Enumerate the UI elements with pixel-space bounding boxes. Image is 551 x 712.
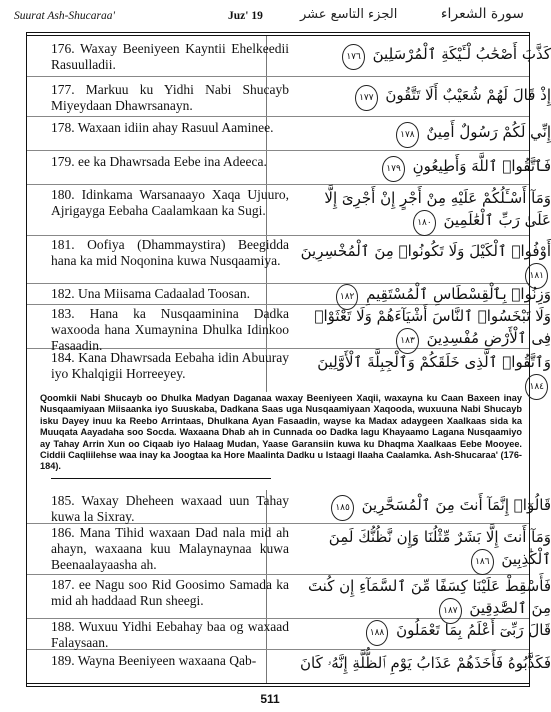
verse-number-marker: ١٨٠ xyxy=(413,210,436,236)
verse-arabic xyxy=(299,494,551,521)
arabic-text: أَوْفُوا۟ ٱلْكَيْلَ وَلَا تَكُونُوا۟ مِنَ ٱلْمُخْسِرِينَ xyxy=(300,242,551,260)
frame-top-rule xyxy=(26,32,530,33)
commentary-paragraph: Qoomkii Nabi Shucayb oo Dhulka Madyan Daganaa waxay Beeniyeen Xaqii, waxayna ku Caan Baxeen inay Nusqaamiyaan Miisaanka iyo Suuskaba, Dadkana Saas uga Nusqaamiyaan Xaqooda, wuxuuna Nabi Shucayb isku Dayey inuu ka Reebo Arrintaas, Dhulkana Ayan Fasaadin, wayse ka Madax adaygeen Xaalkaas sida ka Muuqata Aayadaha soo Socda. Waxaana Dhab ah in Cunnada oo Dadka lagu Khayaamo Lagana Nusqaamiyo ay Tahay Arrin Xun oo Ciqaab iyo Halaag Mudan, Yaase Garansiin kuwa ku Dhaqma Xaalkaas Eebe Mooyee. Ciddii Caqliilehse waa inay ka Joogtaa ka Hore Maalinta Dadku u Istaagi Ilaaha Caalamka. Ash-Shucaraa' (176-184). xyxy=(40,393,522,472)
verse-row xyxy=(27,36,551,77)
surah-title: Suurat Ash-Shucaraa' xyxy=(14,10,115,22)
verse-translation: 181. Oofiya (Dhammaystira) Beegidda hana ka mid Noqonina kuwa Nusqaamiya. xyxy=(51,237,289,268)
verse-number-marker: ١٧٧ xyxy=(355,85,378,111)
page-header xyxy=(10,4,530,30)
arabic-text: قَالَ رَبِّىٓ أَعْلَمُ بِمَا تَعْمَلُونَ xyxy=(396,621,551,639)
verse-number-marker: ١٧٨ xyxy=(396,122,419,148)
verse-arabic xyxy=(299,121,551,148)
verse-row xyxy=(27,305,551,353)
verse-translation: 185. Waxay Dheheen waxaad uun Tahay kuwa la Sixray. xyxy=(51,493,289,524)
verse-arabic xyxy=(299,305,551,354)
verse-number-marker: ١٨٨ xyxy=(366,620,389,646)
juz-arabic-label: الجزء التاسع عشر xyxy=(300,7,398,22)
verse-row xyxy=(27,490,551,524)
verse-translation: 188. Wuxuu Yidhi Eebahay baa og waxaad Falaysaan. xyxy=(51,619,289,650)
verse-translation: 182. Una Miisama Cadaalad Toosan. xyxy=(51,286,251,301)
verse-number-marker: ١٨٧ xyxy=(439,598,462,624)
arabic-text: وَمَآ أَسْـَٔلُكُمْ عَلَيْهِ مِنْ أَجْرٍ إِنْ أَجْرِىَ إِلَّا عَلَىٰ رَبِّ ٱلْعَٰلَمِينَ xyxy=(324,189,551,229)
verse-arabic xyxy=(299,43,551,70)
verse-arabic xyxy=(299,187,551,236)
verse-row xyxy=(27,77,551,117)
arabic-text: فَأَسْقِطْ عَلَيْنَا كِسَفًا مِّنَ ٱلسَّمَآءِ إِن كُنتَ مِنَ ٱلصَّٰدِقِينَ xyxy=(307,577,551,617)
verse-row xyxy=(27,349,551,392)
arabic-text: وَلَا تَبْخَسُوا۟ ٱلنَّاسَ أَشْيَآءَهُمْ وَلَا تَعْثَوْا۟ فِى ٱلْأَرْضِ مُفْسِدِينَ xyxy=(314,307,551,347)
verse-number-marker: ١٨٣ xyxy=(396,328,419,354)
frame-bottom-rule-inner xyxy=(26,686,530,687)
arabic-text: وَزِنُوا۟ بِٱلْقِسْطَاسِ ٱلْمُسْتَقِيمِ xyxy=(366,285,551,303)
verse-number-marker: ١٧٦ xyxy=(342,44,365,70)
arabic-text: فَٱتَّقُوا۟ ٱللَّهَ وَأَطِيعُونِ xyxy=(412,157,551,175)
verse-arabic xyxy=(299,84,551,111)
verse-translation: 177. Markuu ku Yidhi Nabi Shucayb Miyeydaan Dhawrsanayn. xyxy=(51,82,289,113)
arabic-text: قَالُوٓا۟ إِنَّمَآ أَنتَ مِنَ ٱلْمُسَحَّرِينَ xyxy=(361,496,551,514)
verse-translation: 187. ee Nagu soo Rid Goosimo Samada ka mid ah haddaad Run sheegi. xyxy=(51,577,289,608)
verse-number-marker: ١٨٢ xyxy=(336,284,359,310)
verse-translation: 183. Hana ka Nusqaaminina Dadka waxooda hana Xumaynina Dhulka Idinkoo Fasaadin. xyxy=(51,306,289,353)
verse-arabic xyxy=(299,619,551,646)
verse-translation: 180. Idinkama Warsanaayo Xaqa Ujuuro, Ajrigayga Eebaha Caalamkaan ka Sugi. xyxy=(51,187,289,218)
verse-number-marker: ١٧٩ xyxy=(382,156,405,182)
arabic-text: إِذْ قَالَ لَهُمْ شُعَيْبٌ أَلَا تَتَّقُونَ xyxy=(385,86,551,104)
verse-arabic xyxy=(299,155,551,182)
arabic-text: وَٱتَّقُوا۟ ٱلَّذِى خَلَقَكُمْ وَٱلْجِبِلَّةَ ٱلْأَوَّلِينَ xyxy=(317,353,551,371)
verse-arabic xyxy=(299,652,551,674)
verse-row xyxy=(27,575,551,619)
verse-translation: 184. Kana Dhawrsada Eebaha idin Abuuray iyo Khalqigii Horreeyey. xyxy=(51,350,289,381)
arabic-text: إِنِّي لَكُمْ رَسُولٌ أَمِينٌ xyxy=(426,123,551,141)
verse-row xyxy=(27,284,551,305)
verse-number-marker: ١٨٦ xyxy=(471,549,494,575)
verse-row xyxy=(27,151,551,185)
verse-translation: 189. Wayna Beeniyeen waxaana Qab- xyxy=(51,653,257,668)
verse-number-marker: ١٨١ xyxy=(525,263,548,289)
arabic-text: فَكَذَّبُوهُ فَأَخَذَهُمْ عَذَابُ يَوْمِ ٱلظُّلَّةِ إِنَّهُۥ كَانَ xyxy=(299,654,551,672)
verse-translation: 186. Mana Tihid waxaan Dad nala mid ah ahayn, waxaana kuu Malaynaynaa kuwa Beenaalayaasha ah. xyxy=(51,525,289,572)
surah-arabic-title: سورة الشعراء xyxy=(440,6,524,22)
verse-arabic xyxy=(299,526,551,575)
frame-bottom-rule xyxy=(26,683,530,684)
arabic-text: كَذَّبَ أَصْحَٰبُ لْـَٔيْكَةِ ٱلْمُرْسَلِينَ xyxy=(372,45,551,63)
verse-translation: 179. ee ka Dhawrsada Eebe ina Adeeca. xyxy=(51,154,267,169)
verse-row xyxy=(27,524,551,575)
verse-translation: 178. Waxaan idiin ahay Rasuul Aaminee. xyxy=(51,120,274,135)
verse-row xyxy=(27,117,551,151)
verse-row xyxy=(27,185,551,236)
juz-label: Juz' 19 xyxy=(228,10,263,22)
verse-row xyxy=(27,619,551,650)
verse-arabic xyxy=(299,575,551,624)
verse-row xyxy=(27,650,551,682)
verse-number-marker: ١٨٤ xyxy=(525,374,548,400)
verse-number-marker: ١٨٥ xyxy=(331,495,354,521)
verse-arabic xyxy=(299,240,551,289)
verse-translation: 176. Waxay Beeniyeen Kayntii Ehelkeedii Rasuulladii. xyxy=(51,41,289,72)
verse-row xyxy=(27,236,551,284)
page-number: 511 xyxy=(260,692,280,706)
commentary-separator xyxy=(51,478,271,479)
arabic-text: وَمَآ أَنتَ إِلَّا بَشَرٌ مِّثْلُنَا وَإِن نَّظُنُّكَ لَمِنَ ٱلْكَٰذِبِينَ xyxy=(328,528,551,568)
